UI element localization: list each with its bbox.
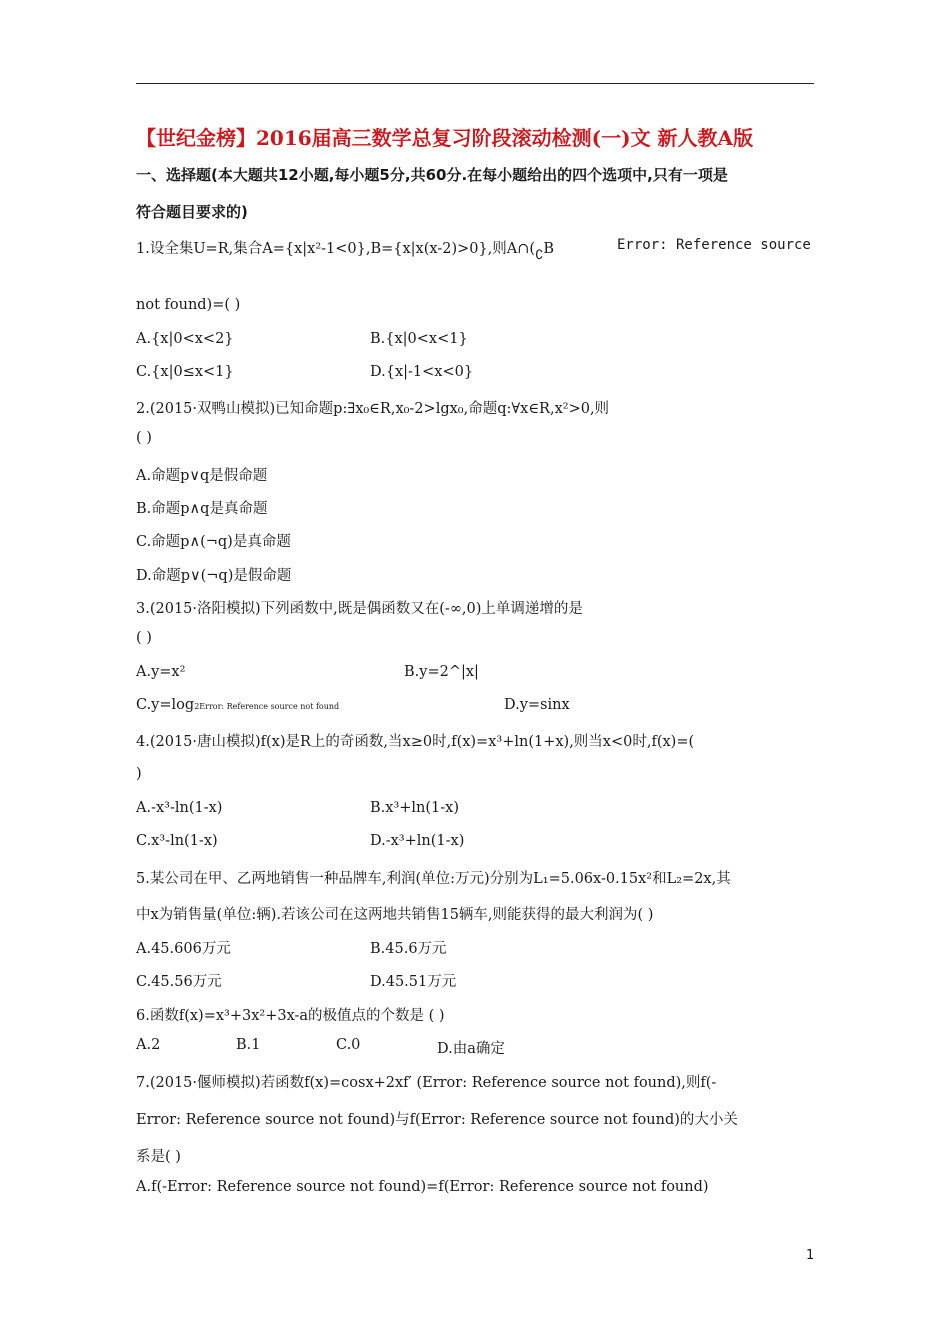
complement-symbol: ∁ — [535, 248, 544, 263]
q3-option-c-main: C.y=log — [136, 697, 195, 713]
section-heading: 一、选择题(本大题共12小题,每小题5分,共60分.在每小题给出的四个选项中,只有一项是 — [136, 166, 728, 184]
q3-option-d: D.y=sinx — [504, 697, 570, 713]
q1-set-b: B — [543, 241, 555, 257]
q3-option-c-subscript: 2Error: Reference source not found — [194, 702, 340, 711]
q7-option-a: A.f(-Error: Reference source not found)=f(Error: Reference source not found) — [136, 1179, 709, 1195]
q5-option-b: B.45.6万元 — [370, 941, 447, 957]
q2-stem: 2.(2015·双鸭山模拟)已知命题p:∃x₀∈R,x₀-2>lgx₀,命题q:∀x∈R,x²>0,则 — [136, 401, 610, 417]
q3-option-c — [136, 697, 339, 713]
q6-stem: 6.函数f(x)=x³+3x²+3x-a的极值点的个数是 ( ) — [136, 1008, 445, 1024]
q4-option-b: B.x³+ln(1-x) — [370, 800, 459, 816]
q1-option-c: C.{x|0≤x<1} — [136, 364, 234, 380]
q1-stem-cont: not found)=( ) — [136, 297, 241, 313]
q7-stem-cont: Error: Reference source not found)与f(Error: Reference source not found)的大小关 — [136, 1112, 738, 1128]
q1-error-text: Error: Reference source — [617, 237, 811, 253]
q1-option-a: A.{x|0<x<2} — [136, 331, 234, 347]
q1-option-b: B.{x|0<x<1} — [370, 331, 468, 347]
q5-stem-cont: 中x为销售量(单位:辆).若该公司在这两地共销售15辆车,则能获得的最大利润为( ) — [136, 907, 654, 923]
page-number: 1 — [806, 1248, 815, 1263]
q4-option-d: D.-x³+ln(1-x) — [370, 833, 465, 849]
q4-option-c: C.x³-ln(1-x) — [136, 833, 218, 849]
q2-stem-cont: ( ) — [136, 430, 152, 446]
q7-stem-cont-2: 系是( ) — [136, 1149, 181, 1165]
q3-stem: 3.(2015·洛阳模拟)下列函数中,既是偶函数又在(-∞,0)上单调递增的是 — [136, 601, 583, 617]
q1-stem-text: 1.设全集U=R,集合A={x|x²-1<0},B={x|x(x-2)>0},则A∩( — [136, 241, 536, 257]
q6-option-a: A.2 — [136, 1037, 161, 1053]
q5-option-a: A.45.606万元 — [136, 941, 231, 957]
q5-option-d: D.45.51万元 — [370, 974, 457, 990]
q2-option-d: D.命题p∨(¬q)是假命题 — [136, 568, 292, 584]
q3-option-a: A.y=x² — [136, 664, 186, 680]
q6-option-b: B.1 — [236, 1037, 261, 1053]
q2-option-a: A.命题p∨q是假命题 — [136, 468, 268, 484]
q1-option-d: D.{x|-1<x<0} — [370, 364, 474, 380]
q4-option-a: A.-x³-ln(1-x) — [136, 800, 223, 816]
header-rule — [136, 83, 814, 84]
q4-stem: 4.(2015·唐山模拟)f(x)是R上的奇函数,当x≥0时,f(x)=x³+ln(1+x),则当x<0时,f(x)=( — [136, 734, 695, 750]
q3-option-b: B.y=2^|x| — [404, 664, 479, 680]
q5-stem: 5.某公司在甲、乙两地销售一种品牌车,利润(单位:万元)分别为L₁=5.06x-0.15x²和L₂=2x,其 — [136, 871, 731, 887]
q6-option-c: C.0 — [336, 1037, 361, 1053]
section-heading-cont: 符合题目要求的) — [136, 203, 248, 221]
document-title: 【世纪金榜】2016届高三数学总复习阶段滚动检测(一)文 新人教A版 — [136, 126, 754, 150]
q3-stem-cont: ( ) — [136, 630, 152, 646]
q2-option-c: C.命题p∧(¬q)是真命题 — [136, 534, 291, 550]
q4-stem-cont: ) — [136, 766, 142, 782]
q5-option-c: C.45.56万元 — [136, 974, 222, 990]
q7-stem: 7.(2015·偃师模拟)若函数f(x)=cosx+2xf′ (Error: Reference source not found),则f(- — [136, 1075, 717, 1091]
q1-stem — [136, 237, 555, 263]
q2-option-b: B.命题p∧q是真命题 — [136, 501, 268, 517]
q6-option-d: D.由a确定 — [437, 1041, 505, 1057]
